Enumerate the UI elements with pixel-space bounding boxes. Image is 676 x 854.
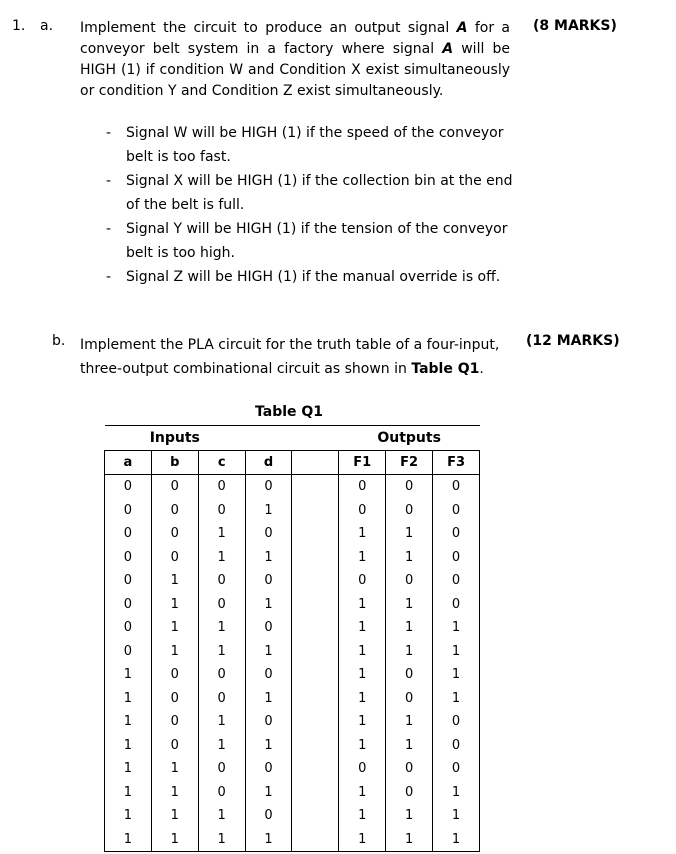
- table-row: [105, 710, 480, 734]
- cell-d: 1: [245, 640, 292, 664]
- bullet-text: Signal Z will be HIGH (1) if the manual override is off.: [126, 269, 501, 285]
- truth-table: [104, 425, 480, 852]
- part-a-text-1: Implement the circuit to produce an output signal: [80, 20, 457, 36]
- cell-a: 1: [105, 804, 152, 828]
- cell-f3: 0: [433, 546, 480, 570]
- cell-spacer: [292, 828, 339, 852]
- cell-spacer: [292, 687, 339, 711]
- signal-a: A: [442, 41, 454, 57]
- column-header-b: b: [151, 450, 198, 475]
- bullet-text: Signal Y will be HIGH (1) if the tension of the conveyor belt is too high.: [126, 221, 508, 261]
- cell-spacer: [292, 734, 339, 758]
- cell-d: 0: [245, 757, 292, 781]
- cell-a: 1: [105, 734, 152, 758]
- cell-f3: 0: [433, 593, 480, 617]
- cell-a: 0: [105, 546, 152, 570]
- table-row: [105, 499, 480, 523]
- cell-spacer: [292, 569, 339, 593]
- cell-b: 1: [151, 781, 198, 805]
- table-row: [105, 687, 480, 711]
- table-row: [105, 616, 480, 640]
- cell-f3: 1: [433, 781, 480, 805]
- cell-f2: 0: [386, 757, 433, 781]
- cell-d: 1: [245, 593, 292, 617]
- part-b-label: b.: [52, 333, 66, 349]
- cell-b: 1: [151, 757, 198, 781]
- cell-c: 1: [198, 828, 245, 852]
- cell-f1: 0: [339, 499, 386, 523]
- table-row: [105, 663, 480, 687]
- bullet-dash: -: [106, 125, 112, 141]
- cell-a: 0: [105, 475, 152, 499]
- signal-bullet-list: [96, 121, 516, 289]
- column-header-f2: F2: [386, 450, 433, 475]
- part-a-marks: (8 MARKS): [533, 18, 617, 34]
- question-number: 1.: [12, 18, 26, 34]
- group-header-row: [105, 426, 480, 451]
- cell-f3: 1: [433, 828, 480, 852]
- cell-f2: 0: [386, 569, 433, 593]
- cell-d: 1: [245, 687, 292, 711]
- cell-f2: 0: [386, 499, 433, 523]
- cell-spacer: [292, 640, 339, 664]
- cell-b: 0: [151, 687, 198, 711]
- cell-c: 1: [198, 522, 245, 546]
- cell-f1: 0: [339, 475, 386, 499]
- bullet-dash: -: [106, 221, 112, 237]
- cell-a: 0: [105, 522, 152, 546]
- part-b-text-2: .: [479, 361, 484, 377]
- column-header-row: [105, 450, 480, 475]
- table-row: [105, 804, 480, 828]
- column-header-spacer: [292, 450, 339, 475]
- table-row: [105, 475, 480, 499]
- cell-f1: 1: [339, 640, 386, 664]
- cell-f2: 0: [386, 475, 433, 499]
- cell-f2: 1: [386, 522, 433, 546]
- cell-f3: 0: [433, 710, 480, 734]
- cell-d: 1: [245, 499, 292, 523]
- cell-f1: 1: [339, 593, 386, 617]
- cell-f2: 0: [386, 687, 433, 711]
- cell-b: 0: [151, 475, 198, 499]
- cell-f2: 1: [386, 734, 433, 758]
- cell-f3: 1: [433, 640, 480, 664]
- cell-f3: 0: [433, 734, 480, 758]
- cell-f1: 1: [339, 781, 386, 805]
- cell-spacer: [292, 710, 339, 734]
- header-spacer: [292, 426, 339, 451]
- cell-f1: 0: [339, 757, 386, 781]
- cell-c: 1: [198, 734, 245, 758]
- cell-f2: 0: [386, 663, 433, 687]
- cell-d: 0: [245, 804, 292, 828]
- cell-f2: 1: [386, 828, 433, 852]
- table-row: [105, 546, 480, 570]
- column-header-a: a: [105, 450, 152, 475]
- cell-b: 1: [151, 804, 198, 828]
- bullet-item-x: [96, 169, 516, 217]
- cell-f3: 1: [433, 804, 480, 828]
- part-a-text-2: for a conveyor belt system in a factory where signal: [80, 20, 511, 57]
- cell-a: 1: [105, 687, 152, 711]
- part-a-text-3: will be HIGH (1) if condition W and Condition X exist simultaneously or condition Y and Condition Z exist simultaneously.: [80, 41, 510, 99]
- cell-c: 0: [198, 687, 245, 711]
- cell-f1: 1: [339, 663, 386, 687]
- truth-table-body: [105, 475, 480, 852]
- outputs-group-header: Outputs: [339, 426, 480, 451]
- part-b-marks: (12 MARKS): [526, 333, 620, 349]
- cell-d: 1: [245, 546, 292, 570]
- cell-c: 1: [198, 640, 245, 664]
- cell-a: 1: [105, 781, 152, 805]
- table-row: [105, 522, 480, 546]
- part-b-text: [80, 333, 510, 381]
- signal-a: A: [456, 20, 468, 36]
- header-spacer: [245, 426, 292, 451]
- cell-d: 0: [245, 522, 292, 546]
- table-row: [105, 569, 480, 593]
- table-caption: Table Q1: [255, 404, 324, 420]
- cell-a: 1: [105, 663, 152, 687]
- cell-c: 0: [198, 757, 245, 781]
- bullet-item-w: [96, 121, 516, 169]
- cell-c: 1: [198, 710, 245, 734]
- bullet-dash: -: [106, 173, 112, 189]
- cell-f1: 1: [339, 546, 386, 570]
- cell-a: 1: [105, 757, 152, 781]
- cell-d: 1: [245, 781, 292, 805]
- bullet-item-z: [96, 265, 516, 289]
- column-header-f3: F3: [433, 450, 480, 475]
- cell-spacer: [292, 757, 339, 781]
- cell-c: 0: [198, 663, 245, 687]
- cell-d: 1: [245, 734, 292, 758]
- table-reference: Table Q1: [411, 361, 480, 377]
- cell-b: 1: [151, 828, 198, 852]
- table-row: [105, 640, 480, 664]
- cell-f3: 0: [433, 475, 480, 499]
- cell-f2: 1: [386, 640, 433, 664]
- inputs-group-header: Inputs: [105, 426, 246, 451]
- cell-f3: 0: [433, 569, 480, 593]
- cell-b: 0: [151, 522, 198, 546]
- cell-f3: 0: [433, 522, 480, 546]
- part-a-label: a.: [40, 18, 54, 34]
- cell-c: 0: [198, 569, 245, 593]
- cell-a: 0: [105, 593, 152, 617]
- table-row: [105, 734, 480, 758]
- cell-a: 0: [105, 616, 152, 640]
- part-b-text-1: Implement the PLA circuit for the truth table of a four-input, three-output combinational circuit as shown in: [80, 337, 500, 377]
- cell-c: 0: [198, 475, 245, 499]
- cell-f3: 0: [433, 499, 480, 523]
- column-header-d: d: [245, 450, 292, 475]
- cell-d: 0: [245, 710, 292, 734]
- cell-f3: 1: [433, 663, 480, 687]
- cell-b: 0: [151, 546, 198, 570]
- cell-f2: 1: [386, 710, 433, 734]
- cell-f3: 1: [433, 616, 480, 640]
- cell-f1: 1: [339, 828, 386, 852]
- table-row: [105, 781, 480, 805]
- cell-spacer: [292, 475, 339, 499]
- cell-f1: 1: [339, 734, 386, 758]
- cell-f1: 1: [339, 616, 386, 640]
- column-header-c: c: [198, 450, 245, 475]
- cell-d: 0: [245, 475, 292, 499]
- cell-spacer: [292, 499, 339, 523]
- cell-c: 1: [198, 546, 245, 570]
- cell-spacer: [292, 804, 339, 828]
- cell-f2: 1: [386, 546, 433, 570]
- bullet-text: Signal W will be HIGH (1) if the speed of the conveyor belt is too fast.: [126, 125, 504, 165]
- table-row: [105, 593, 480, 617]
- cell-spacer: [292, 616, 339, 640]
- cell-f2: 1: [386, 616, 433, 640]
- cell-f2: 0: [386, 781, 433, 805]
- cell-spacer: [292, 522, 339, 546]
- cell-b: 0: [151, 499, 198, 523]
- cell-b: 1: [151, 640, 198, 664]
- cell-c: 1: [198, 804, 245, 828]
- cell-b: 0: [151, 710, 198, 734]
- table-row: [105, 757, 480, 781]
- bullet-item-y: [96, 217, 516, 265]
- cell-f1: 1: [339, 710, 386, 734]
- cell-f1: 1: [339, 804, 386, 828]
- column-header-f1: F1: [339, 450, 386, 475]
- table-row: [105, 828, 480, 852]
- cell-c: 0: [198, 593, 245, 617]
- cell-spacer: [292, 781, 339, 805]
- bullet-text: Signal X will be HIGH (1) if the collection bin at the end of the belt is full.: [126, 173, 513, 213]
- part-a-text: [80, 18, 510, 102]
- cell-d: 1: [245, 828, 292, 852]
- cell-f3: 0: [433, 757, 480, 781]
- cell-b: 0: [151, 734, 198, 758]
- cell-f2: 1: [386, 593, 433, 617]
- cell-f3: 1: [433, 687, 480, 711]
- cell-c: 0: [198, 781, 245, 805]
- cell-f1: 1: [339, 522, 386, 546]
- cell-d: 0: [245, 569, 292, 593]
- cell-d: 0: [245, 663, 292, 687]
- cell-c: 0: [198, 499, 245, 523]
- cell-d: 0: [245, 616, 292, 640]
- cell-a: 1: [105, 710, 152, 734]
- cell-spacer: [292, 593, 339, 617]
- cell-a: 0: [105, 569, 152, 593]
- cell-b: 1: [151, 569, 198, 593]
- cell-b: 1: [151, 616, 198, 640]
- cell-spacer: [292, 546, 339, 570]
- bullet-dash: -: [106, 269, 112, 285]
- cell-f2: 1: [386, 804, 433, 828]
- cell-b: 0: [151, 663, 198, 687]
- cell-a: 0: [105, 640, 152, 664]
- cell-f1: 1: [339, 687, 386, 711]
- cell-c: 1: [198, 616, 245, 640]
- cell-spacer: [292, 663, 339, 687]
- cell-a: 0: [105, 499, 152, 523]
- cell-a: 1: [105, 828, 152, 852]
- cell-b: 1: [151, 593, 198, 617]
- cell-f1: 0: [339, 569, 386, 593]
